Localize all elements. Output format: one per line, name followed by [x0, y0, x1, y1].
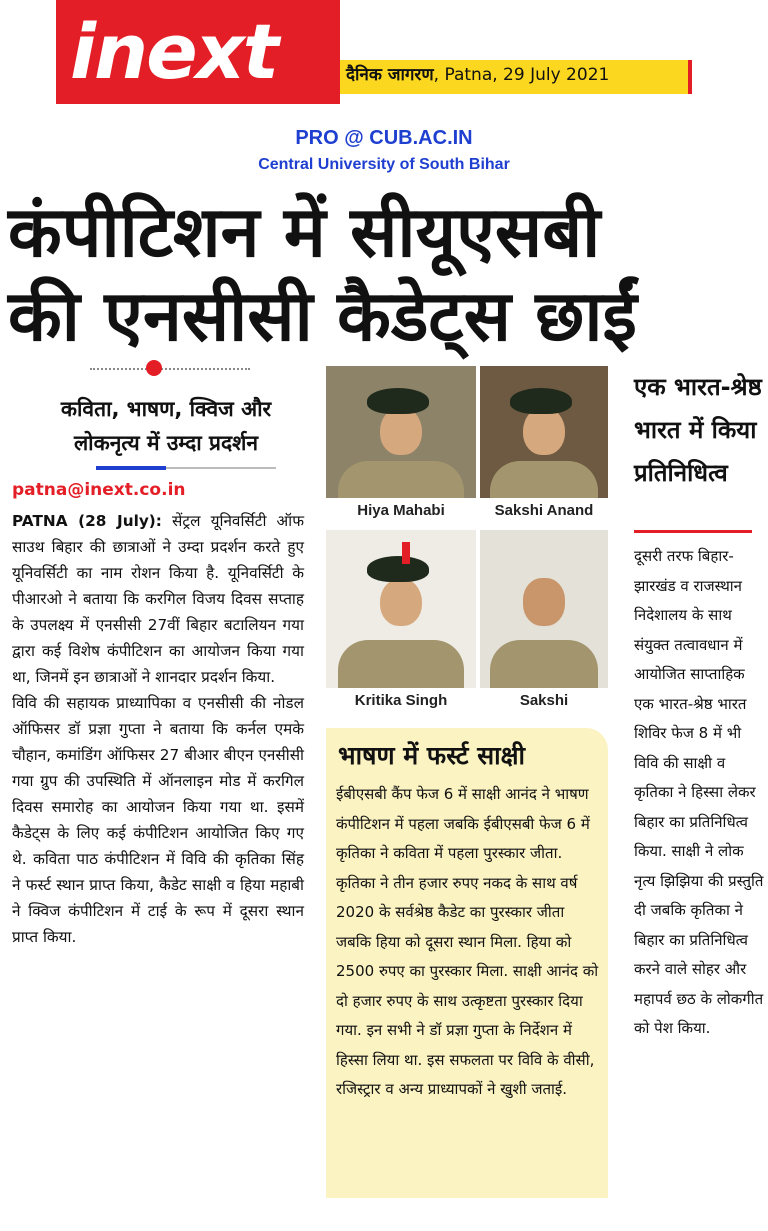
edition-date: , Patna, 29 July 2021: [433, 65, 610, 85]
logo-text: inext: [70, 7, 278, 96]
dotted-divider: [90, 368, 250, 370]
photo-caption: Sakshi Anand: [480, 498, 608, 524]
university-name: Central University of South Bihar: [258, 156, 510, 173]
sidebar-text: ईबीएसबी कैंप फेज 6 में साक्षी आनंद ने भाषण कंपीटिशन में पहला जबकि ईबीएसबी फेज 6 में कृतिका ने कविता में पहला पुरस्कार जीता. कृतिका ने तीन हजार रुपए नकद के साथ वर्ष 2020 के सर्वश्रेष्ठ कैडेट का पुरस्कार जीता जबकि हिया को दूसरा स्थान मिला. हिया को 2500 रुपए का पुरस्कार मिला. साक्षी आनंद को दो हजार रुपए के साथ उत्कृष्टता पुरस्कार दिया गया. इन सभी ने डॉ प्रज्ञा गुप्ता के निर्देशन में हिस्सा लिया था. इस सफलता पर विवि के वीसी, रजिस्ट्रार व अन्य प्राध्यापकों ने खुशी जताई.: [336, 785, 599, 1098]
date-strip: [340, 60, 692, 94]
photo-kritika-singh: [326, 530, 476, 714]
subheadline-line-1: कविता, भाषण, क्विज और: [60, 397, 272, 421]
photo-caption: Hiya Mahabi: [326, 498, 476, 524]
red-plume: [402, 542, 410, 564]
rule-blue: [96, 466, 166, 470]
right-column-heading: एक भारत-श्रेष्ठ भारत में किया प्रतिनिधित्व: [634, 373, 762, 487]
photo-sakshi: [480, 530, 608, 714]
article-paragraph-2: विवि की सहायक प्राध्यापिका व एनसीसी की नोडल ऑफिसर डॉ प्रज्ञा गुप्ता ने बताया कि कर्नल एमके चौहान, कमांडिंग ऑफिसर 27 बीआर बीएन एनसीसी गया ग्रुप की उपस्थिति में ऑनलाइन मोड में करगिल दिवस समारोह का आयोजन किया गया था. इसमें कैडेट्स के लिए कई कंपीटिशन आयोजित किए गए थे. कविता पाठ कंपीटिशन में विवि की कृतिका सिंह ने फर्स्ट स्थान प्राप्त किया, कैडेट साक्षी व हिया महाबी ने क्विज कंपीटिशन में टाई के रूप में दूसरा स्थान प्राप्त किया.: [12, 694, 304, 946]
article-paragraph-1: [12, 508, 304, 690]
headline-line-2: की एनसीसी कैडेट्स छाईं: [8, 275, 637, 357]
pro-email: PRO @ CUB.AC.IN: [295, 127, 473, 149]
article-p1-text: सेंट्रल यूनिवर्सिटी ऑफ साउथ बिहार की छात्राओं ने उम्दा प्रदर्शन करते हुए यूनिवर्सिटी का नाम रोशन किया है. यूनिवर्सिटी के पीआरओ ने बताया कि करगिल विजय दिवस सप्ताह के उपलक्ष्य में एनसीसी 27वीं बिहार बटालियन गया द्वारा कई विशेष कंपीटिशन का आयोजन किया गया था, जिनमें इन छात्राओं ने शानदार प्रदर्शन किया.: [12, 512, 304, 686]
photo-caption: Sakshi: [480, 688, 608, 714]
paper-name: दैनिक जागरण: [346, 65, 434, 85]
subheadline: [26, 392, 306, 460]
right-column-text: दूसरी तरफ बिहार-झारखंड व राजस्थान निदेशालय के साथ संयुक्त तत्वावधान में आयोजित साप्ताहिक एक भारत-श्रेष्ठ भारत शिविर फेज 8 में भी विवि की साक्षी व कृतिका ने हिस्सा लेकर बिहार का प्रतिनिधित्व किया. साक्षी ने लोक नृत्य झिझिया की प्रस्तुति दी जबकि कृतिका ने बिहार का प्रतिनिधित्व करने वाले सोहर और महापर्व छठ के लोकगीत को पेश किया.: [634, 547, 764, 1037]
article-body: [12, 508, 304, 950]
photo-sakshi-anand: [480, 366, 608, 524]
photo-hiya-mahabi: [326, 366, 476, 524]
photo-caption: Kritika Singh: [326, 688, 476, 714]
headline-line-1: कंपीटिशन में सीयूएसबी: [8, 191, 601, 273]
red-dot: [146, 360, 162, 376]
rule-grey: [166, 467, 276, 469]
right-column-rule: [634, 530, 752, 533]
reporter-email[interactable]: patna@inext.co.in: [12, 480, 186, 500]
subheadline-line-2: लोकनृत्य में उम्दा प्रदर्शन: [73, 431, 259, 455]
sidebar-title: भाषण में फर्स्ट साक्षी: [338, 741, 526, 770]
article-dateline: PATNA (28 July):: [12, 512, 162, 530]
